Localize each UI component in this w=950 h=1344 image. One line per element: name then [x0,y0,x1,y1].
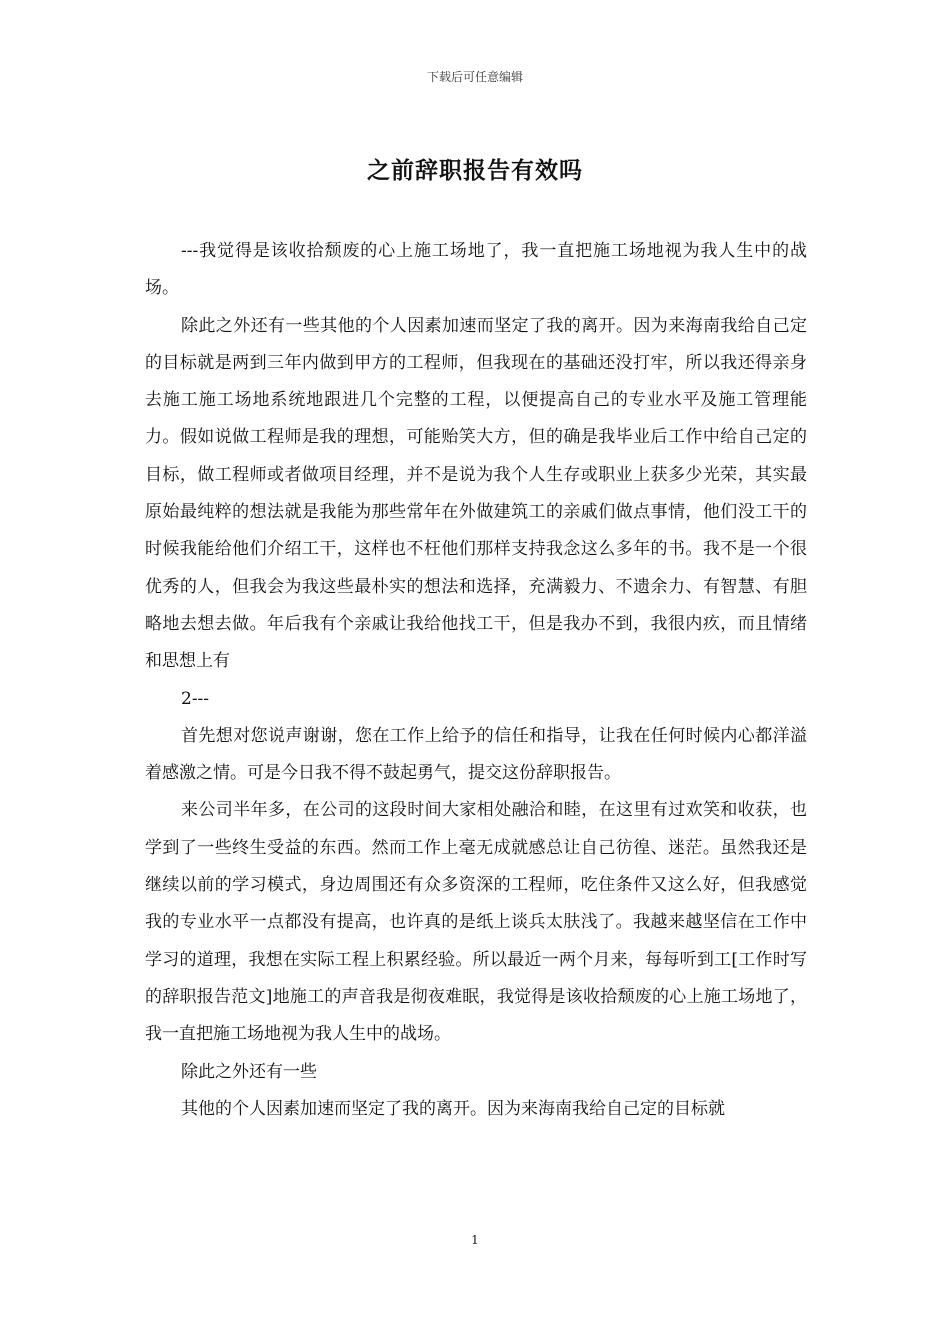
paragraph: 来公司半年多，在公司的这段时间大家相处融洽和睦，在这里有过欢笑和收获，也学到了一些终生受益的东西。然而工作上毫无成就感总让自己彷徨、迷茫。虽然我还是继续以前的学习模式，身边周围还有众多资深的工程师，吃住条件又这么好，但我感觉我的专业水平一点都没有提高，也许真的是纸上谈兵太肤浅了。我越来越坚信在工作中学习的道理，我想在实际工程上积累经验。所以最近一两个月来，每每听到工[工作时写的辞职报告范文]地施工的声音我是彻夜难眠，我觉得是该收拾颓废的心上施工场地了，我一直把施工场地视为我人生中的战场。 [145,800,807,1045]
document-title: 之前辞职报告有效吗 [367,157,583,184]
paragraph: 除此之外还有一些 [181,1061,317,1082]
paragraph: 首先想对您说声谢谢，您在工作上给予的信任和指导，让我在任何时候内心都洋溢着感激之情。可是今日我不得不鼓起勇气，提交这份辞职报告。 [145,725,807,784]
header-note: 下载后可任意编辑 [426,70,523,84]
page-number: 1 [471,1233,479,1247]
document-body [145,233,807,1128]
paragraph: 除此之外还有一些其他的个人因素加速而坚定了我的离开。因为来海南我给自己定的目标就是两到三年内做到甲方的工程师，但我现在的基础还没打牢，所以我还得亲身去施工施工场地系统地跟进几个完整的工程，以便提高自己的专业水平及施工管理能力。假如说做工程师是我的理想，可能贻笑大方，但的确是我毕业后工作中给自己定的目标，做工程师或者做项目经理，并不是说为我个人生存或职业上获多少光荣，其实最原始最纯粹的想法就是我能为那些常年在外做建筑工的亲戚们做点事情，他们没工干的时候我能给他们介绍工干，这样也不枉他们那样支持我念这么多年的书。我不是一个很优秀的人，但我会为我这些最朴实的想法和选择，充满毅力、不遗余力、有智慧、有胆略地去想去做。年后我有个亲戚让我给他找工干，但是我办不到，我很内疚，而且情绪和思想上有 [145,315,807,672]
paragraph: 其他的个人因素加速而坚定了我的离开。因为来海南我给自己定的目标就 [181,1098,725,1119]
paragraph: 2--- [181,688,210,709]
paragraph: ---我觉得是该收拾颓废的心上施工场地了，我一直把施工场地视为我人生中的战场。 [145,241,807,299]
